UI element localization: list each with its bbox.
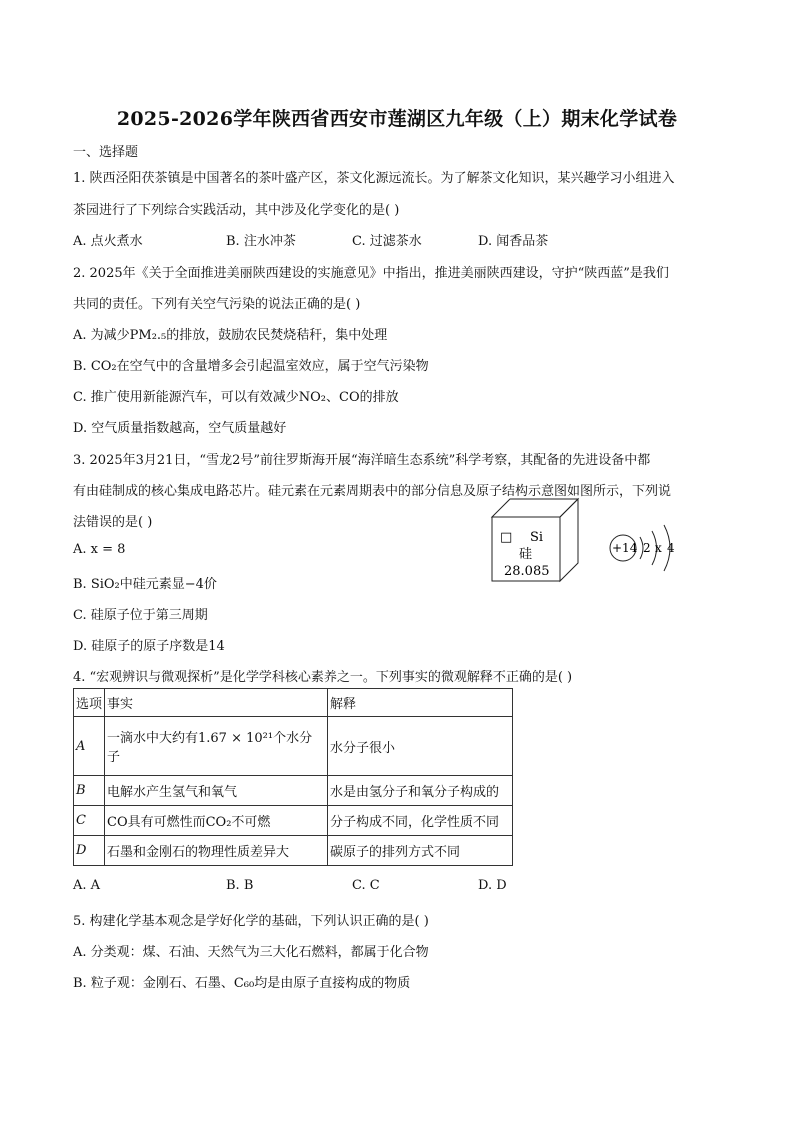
header-explain: 解释 — [328, 689, 513, 717]
q2-option-b[interactable]: B. CO₂在空气中的含量增多会引起温室效应，属于空气污染物 — [73, 359, 429, 374]
q2-stem-line2: 共同的责任。下列有关空气污染的说法正确的是( ) — [73, 297, 361, 312]
row-a-fact-line2: 子 — [107, 750, 121, 765]
q3-option-d[interactable]: D. 硅原子的原子序数是14 — [73, 639, 225, 654]
q2-option-a[interactable]: A. 为减少PM₂.₅的排放，鼓励农民焚烧秸秆，集中处理 — [73, 328, 388, 343]
table-row — [74, 836, 513, 866]
cell-element-name: 硅 — [519, 547, 533, 562]
silicon-diagram — [490, 495, 690, 590]
row-d-fact: 石墨和金刚石的物理性质差异大 — [105, 836, 328, 866]
cell-atomic-mass: 28.085 — [504, 564, 550, 579]
nucleus-charge: +14 — [612, 541, 638, 555]
q5-option-a[interactable]: A. 分类观：煤、石油、天然气为三大化石燃料，都属于化合物 — [73, 945, 429, 960]
q4-option-c[interactable]: C. C — [352, 878, 380, 893]
q5-stem-line1: 5. 构建化学基本观念是学好化学的基础，下列认识正确的是( ) — [73, 914, 429, 929]
row-b-fact: 电解水产生氢气和氧气 — [105, 776, 328, 806]
q1-option-a[interactable]: A. 点火煮水 — [73, 234, 143, 249]
table-header-row — [74, 689, 513, 717]
q2-option-d[interactable]: D. 空气质量指数越高，空气质量越好 — [73, 421, 287, 436]
silicon-figure — [490, 495, 690, 594]
q3-option-a[interactable]: A. x = 8 — [73, 542, 126, 557]
q3-option-c[interactable]: C. 硅原子位于第三周期 — [73, 608, 208, 623]
q4-table — [73, 688, 513, 866]
q3-option-b[interactable]: B. SiO₂中硅元素显−4价 — [73, 577, 217, 592]
table-row — [74, 776, 513, 806]
exam-title: 2025-2026学年陕西省西安市莲湖区九年级（上）期末化学试卷 — [116, 108, 678, 130]
shell-3-electrons: 4 — [667, 541, 675, 555]
row-b-option: B — [74, 776, 105, 806]
q1-option-d[interactable]: D. 闻香品茶 — [478, 234, 549, 249]
q2-option-c[interactable]: C. 推广使用新能源汽车，可以有效减少NO₂、CO的排放 — [73, 390, 399, 405]
q3-stem-line1: 3. 2025年3月21日，“雪龙2号”前往罗斯海开展“海洋暗生态系统”科学考察，其配备的先进设备中都 — [73, 453, 651, 468]
q4-stem-line1: 4. “宏观辨识与微观探析”是化学学科核心素养之一。下列事实的微观解释不正确的是( ) — [73, 670, 573, 685]
table-row — [74, 717, 513, 776]
q3-stem-line3: 法错误的是( ) — [73, 515, 153, 530]
row-d-option: D — [74, 836, 105, 866]
q3-stem-line2: 有由硅制成的核心集成电路芯片。硅元素在元素周期表中的部分信息及原子结构示意图如图所示，下列说 — [73, 484, 672, 499]
q4-option-d[interactable]: D. D — [478, 878, 507, 893]
q1-option-c[interactable]: C. 过滤茶水 — [352, 234, 422, 249]
table-row — [74, 806, 513, 836]
row-b-explain: 水是由氢分子和氧分子构成的 — [328, 776, 513, 806]
cell-box-symbol: □ — [500, 530, 513, 545]
q4-option-b[interactable]: B. B — [226, 878, 254, 893]
shell-2-electrons: x — [655, 541, 662, 555]
q2-stem-line1: 2. 2025年《关于全面推进美丽陕西建设的实施意见》中指出，推进美丽陕西建设，守护“陕西蓝”是我们 — [73, 266, 669, 281]
row-c-option: C — [74, 806, 105, 836]
box-side-face — [560, 499, 578, 581]
cell-element-symbol: Si — [530, 530, 544, 545]
q1-stem-line2: 茶园进行了下列综合实践活动，其中涉及化学变化的是( ) — [73, 203, 400, 218]
q5-option-b[interactable]: B. 粒子观：金刚石、石墨、C₆₀均是由原子直接构成的物质 — [73, 976, 411, 991]
q1-option-b[interactable]: B. 注水冲茶 — [226, 234, 296, 249]
row-a-explain: 水分子很小 — [328, 717, 513, 776]
q1-stem-line1: 1. 陕西泾阳茯茶镇是中国著名的茶叶盛产区，茶文化源远流长。为了解茶文化知识，某兴趣学习小组进入 — [73, 171, 675, 186]
row-c-fact: CO具有可燃性而CO₂不可燃 — [105, 806, 328, 836]
section-heading: 一、选择题 — [73, 145, 139, 160]
q4-option-a[interactable]: A. A — [73, 878, 101, 893]
row-d-explain: 碳原子的排列方式不同 — [328, 836, 513, 866]
row-c-explain: 分子构成不同，化学性质不同 — [328, 806, 513, 836]
row-a-option: A — [74, 717, 105, 776]
header-option: 选项 — [74, 689, 105, 717]
box-top-face — [492, 499, 578, 517]
shell-1-electrons: 2 — [643, 541, 651, 555]
header-fact: 事实 — [105, 689, 328, 717]
row-a-fact — [105, 717, 328, 776]
row-a-fact-line1: 一滴水中大约有1.67 × 10²¹个水分 — [107, 731, 313, 746]
